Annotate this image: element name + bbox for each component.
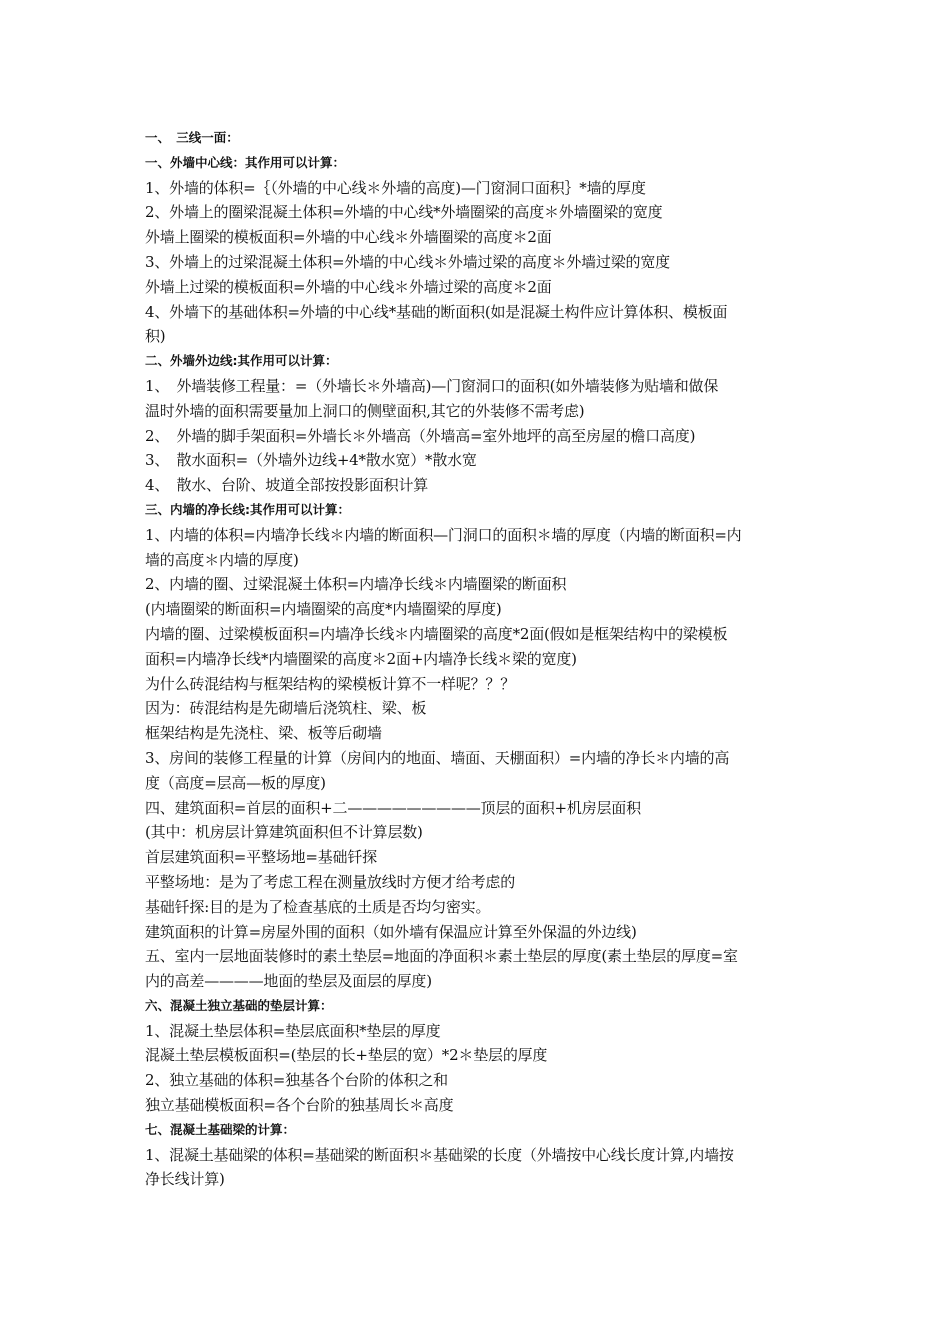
text-line: 因为：砖混结构是先砌墙后浇筑柱、梁、板 [145, 699, 427, 718]
text-line: 首层建筑面积=平整场地=基础钎探 [145, 848, 377, 867]
section-heading: 三、内墙的净长线:其作用可以计算： [145, 501, 350, 517]
text-line: 1、混凝土垫层体积=垫层底面积*垫层的厚度 [145, 1021, 441, 1040]
document-page [145, 126, 810, 1192]
text-line: 外墙上过梁的模板面积=外墙的中心线＊外墙过梁的高度＊2面 [145, 277, 552, 296]
text-line: 框架结构是先浇柱、梁、板等后砌墙 [145, 724, 382, 743]
text-line: 建筑面积的计算=房屋外围的面积（如外墙有保温应计算至外保温的外边线) [145, 922, 637, 941]
text-line: 温时外墙的面积需要量加上洞口的侧壁面积,其它的外装修不需考虑) [145, 401, 585, 420]
text-line: 3、 散水面积=（外墙外边线+4*散水宽）*散水宽 [145, 451, 477, 470]
text-line: 3、外墙上的过梁混凝土体积=外墙的中心线＊外墙过梁的高度＊外墙过梁的宽度 [145, 252, 670, 271]
text-line: 1、外墙的体积=｛（外墙的中心线＊外墙的高度)—门窗洞口面积｝*墙的厚度 [145, 178, 646, 197]
text-line: 平整场地：是为了考虑工程在测量放线时方便才给考虑的 [145, 872, 516, 891]
text-line: 1、内墙的体积=内墙净长线＊内墙的断面积—门洞口的面积＊墙的厚度（内墙的断面积=内 [145, 525, 742, 544]
text-line: 1、 外墙装修工程量：=（外墙长＊外墙高)—门窗洞口的面积(如外墙装修为贴墙和做保 [145, 376, 719, 395]
text-line: 内墙的圈、过梁模板面积=内墙净长线＊内墙圈梁的高度*2面(假如是框架结构中的梁模板 [145, 624, 728, 643]
text-line: 面积=内墙净长线*内墙圈梁的高度＊2面+内墙净长线＊梁的宽度) [145, 649, 577, 668]
text-line: 度（高度=层高—板的厚度) [145, 773, 326, 792]
text-line: 积) [145, 327, 166, 346]
text-line: 1、混凝土基础梁的体积=基础梁的断面积＊基础梁的长度（外墙按中心线长度计算,内墙按 [145, 1145, 734, 1164]
text-line: 4、外墙下的基础体积=外墙的中心线*基础的断面积(如是混凝土构件应计算体积、模板面 [145, 302, 728, 321]
section-heading: 六、混凝土独立基础的垫层计算： [145, 997, 333, 1013]
text-line: 基础钎探:目的是为了检查基底的土质是否均匀密实。 [145, 897, 491, 916]
text-line: 净长线计算) [145, 1170, 225, 1189]
text-line: 2、内墙的圈、过梁混凝土体积=内墙净长线＊内墙圈梁的断面积 [145, 575, 567, 594]
text-line: 内的高差————地面的垫层及面层的厚度) [145, 972, 432, 991]
section-heading: 七、混凝土基础梁的计算： [145, 1121, 296, 1137]
section-heading: 二、外墙外边线:其作用可以计算： [145, 353, 338, 369]
text-line: 墙的高度＊内墙的厚度) [145, 550, 299, 569]
text-line: 2、 外墙的脚手架面积=外墙长＊外墙高（外墙高=室外地坪的高至房屋的檐口高度) [145, 426, 696, 445]
text-line: (其中：机房层计算建筑面积但不计算层数) [145, 823, 423, 842]
text-line: 外墙上圈梁的模板面积=外墙的中心线＊外墙圈梁的高度＊2面 [145, 228, 552, 247]
text-line: (内墙圈梁的断面积=内墙圈梁的高度*内墙圈梁的厚度) [145, 600, 502, 619]
text-line: 四、建筑面积=首层的面积+二—————————顶层的面积+机房层面积 [145, 798, 641, 817]
text-line: 2、外墙上的圈梁混凝土体积=外墙的中心线*外墙圈梁的高度＊外墙圈梁的宽度 [145, 203, 663, 222]
text-line: 混凝土垫层模板面积=(垫层的长+垫层的宽）*2＊垫层的厚度 [145, 1046, 548, 1065]
text-line: 五、室内一层地面装修时的素土垫层=地面的净面积＊素土垫层的厚度(素土垫层的厚度=室 [145, 947, 738, 966]
section-heading: 一、 三线一面： [145, 130, 239, 145]
text-line: 3、房间的装修工程量的计算（房间内的地面、墙面、天棚面积）=内墙的净长＊内墙的高 [145, 748, 730, 767]
section-heading: 一、外墙中心线：其作用可以计算： [145, 154, 346, 170]
text-line: 独立基础模板面积=各个台阶的独基周长＊高度 [145, 1096, 454, 1115]
text-line: 4、 散水、台阶、坡道全部按投影面积计算 [145, 476, 429, 495]
text-line: 2、独立基础的体积=独基各个台阶的体积之和 [145, 1071, 448, 1090]
text-line: 为什么砖混结构与框架结构的梁模板计算不一样呢？？？ [145, 674, 516, 693]
